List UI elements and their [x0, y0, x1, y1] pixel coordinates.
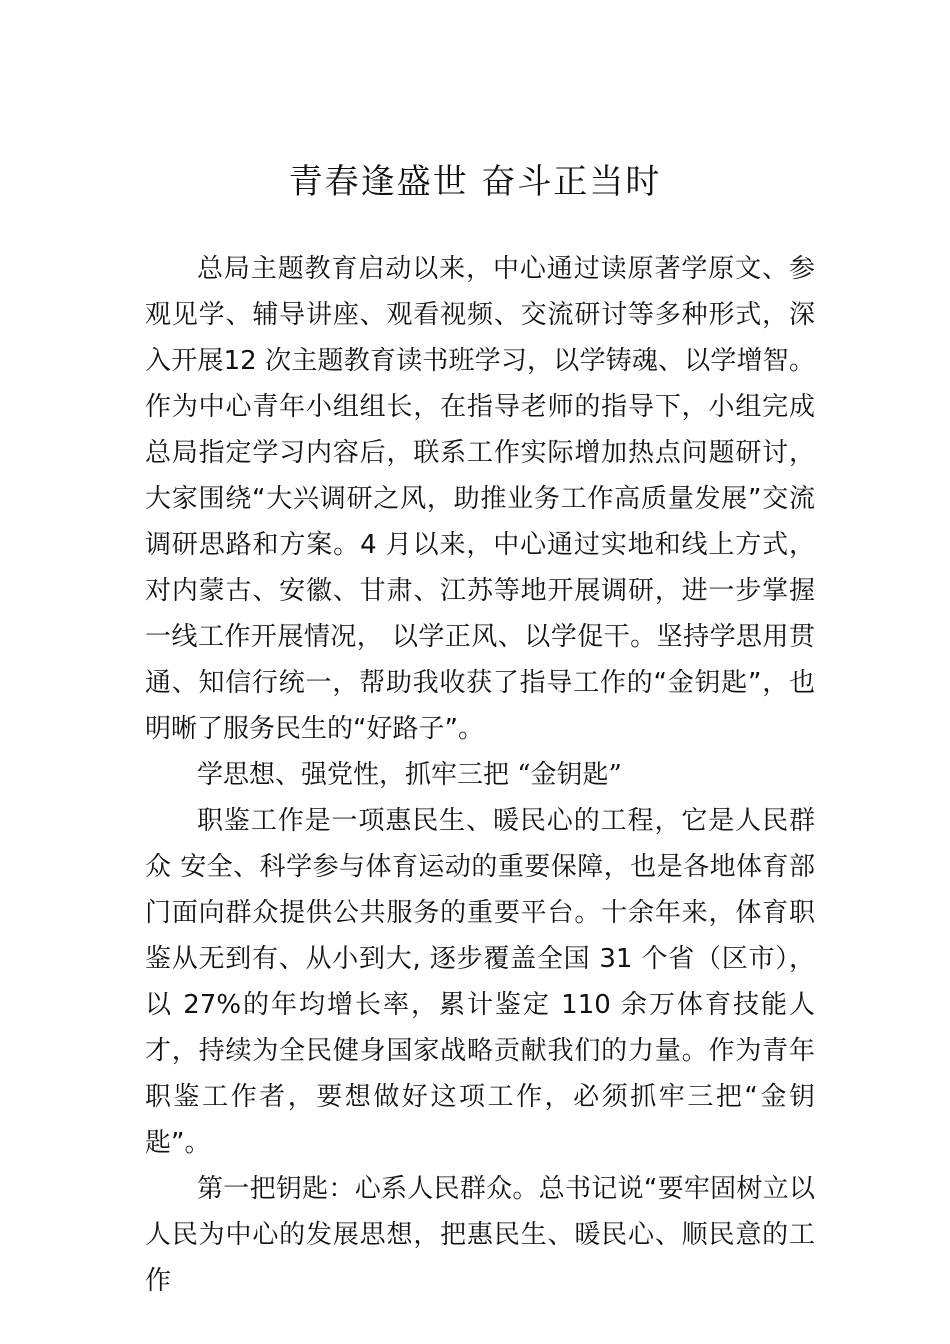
document-title: 青春逢盛世 奋斗正当时 [288, 162, 662, 202]
paragraph-intro: 总局主题教育启动以来，中心通过读原著学原文、参观见学、辅导讲座、观看视频、交流研讨等多种形式，深入开展12 次主题教育读书班学习，以学铸魂、以学增智。作为中心青年小组组长，在指导老师的指导下，小组完成总局指定学习内容后，联系工作实际增加热点问题研讨，大家围绕“大兴调研之风，助推业务工作高质量发展”交流调研思路和方案。4 月以来，中心通过实地和线上方式，对内蒙古、安徽、甘肃、江苏等地开展调研，进一步掌握一线工作开展情况， 以学正风、以学促干。坚持学思用贯通、知信行统一，帮助我收获了指导工作的“金钥匙”，也明晰了服务民生的“好路子”。 [145, 254, 815, 744]
document-body [145, 246, 815, 1304]
paragraph-first-key: 第一把钥匙：心系人民群众。总书记说“要牢固树立以人民为中心的发展思想，把惠民生、暖民心、顺民意的工作 [145, 1174, 815, 1296]
paragraph-work: 职鉴工作是一项惠民生、暖民心的工程，它是人民群众 安全、科学参与体育运动的重要保障，也是各地体育部门面向群众提供公共服务的重要平台。十余年来，体育职鉴从无到有、从小到大, 逐步覆盖全国 31 个省（区市），以 27%的年均增长率，累计鉴定 110 余万体育技能人才，持续为全民健身国家战略贡献我们的力量。作为青年职鉴工作者，要想做好这项工作，必须抓牢三把“金钥匙”。 [145, 806, 815, 1158]
section-heading: 学思想、强党性，抓牢三把 “金钥匙” [197, 760, 622, 790]
